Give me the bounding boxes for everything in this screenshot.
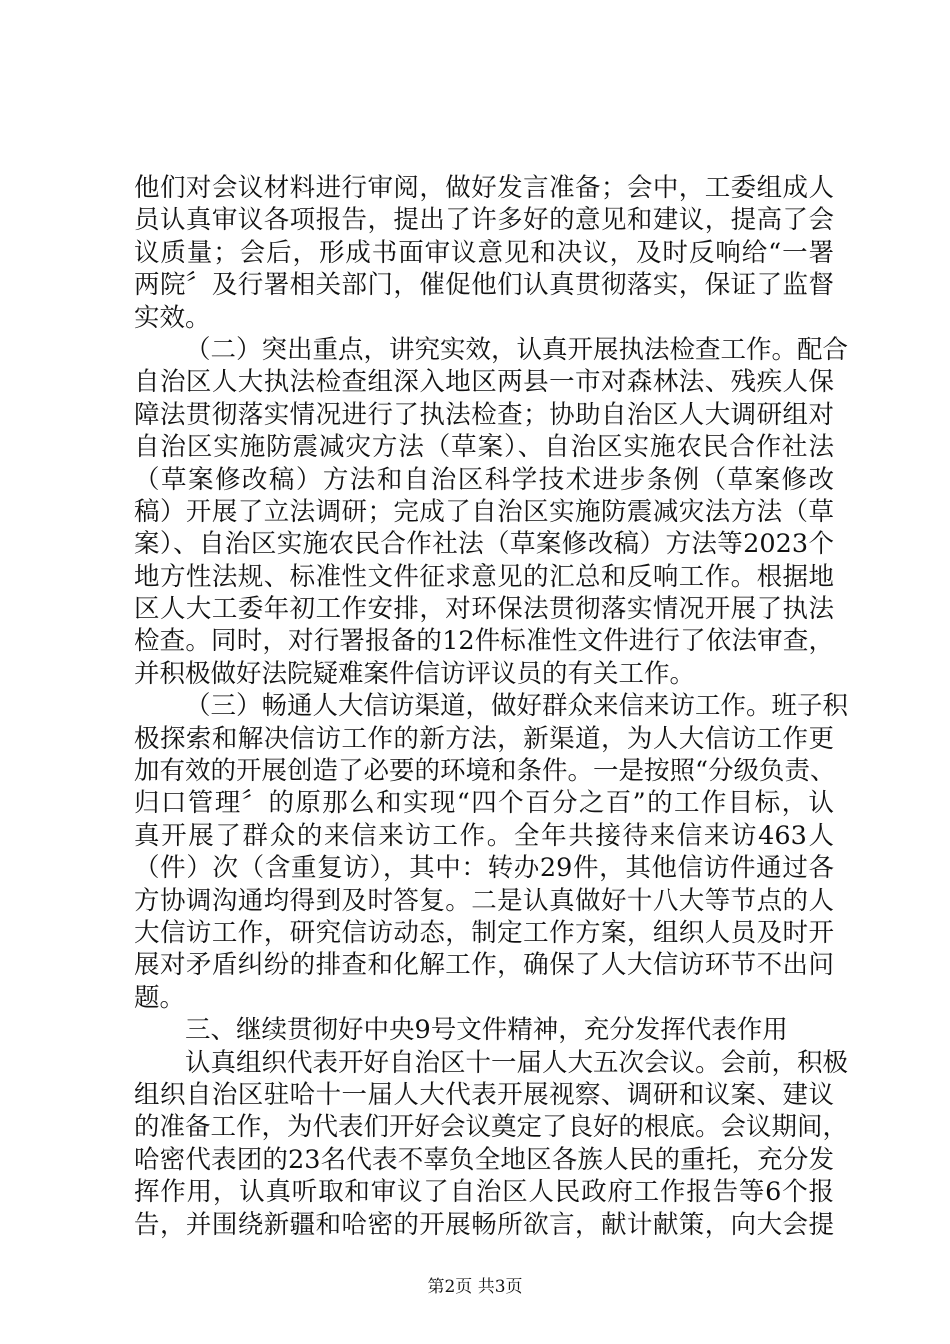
text-line: 两院〞及行署相关部门，催促他们认真贯彻落实，保证了监督 — [134, 270, 834, 301]
text-line: 障法贯彻落实情况进行了执法检查；协助自治区人大调研组对 — [134, 399, 834, 430]
text-line: 大信访工作，研究信访动态，制定工作方案，组织人员及时开 — [134, 917, 834, 948]
paragraph-start-line: （三）畅通人大信访渠道，做好群众来信来访工作。班子积 — [185, 691, 849, 722]
text-line: 挥作用，认真听取和审议了自治区人民政府工作报告等6个报 — [134, 1177, 834, 1208]
text-line: 地方性法规、标准性文件征求意见的汇总和反响工作。根据地 — [134, 561, 834, 592]
text-line: 区人大工委年初工作安排，对环保法贯彻落实情况开展了执法 — [134, 594, 834, 625]
text-line: 题。 — [134, 982, 186, 1013]
page-number-label: 第2页 共3页 — [427, 1277, 523, 1297]
text-line: 告，并围绕新疆和哈密的开展畅所欲言，献计献策，向大会提 — [134, 1209, 834, 1240]
text-line: 自治区实施防震减灾方法（草案）、自治区实施农民合作社法 — [134, 432, 834, 463]
text-line: 哈密代表团的23名代表不辜负全地区各族人民的重托，充分发 — [134, 1144, 834, 1175]
text-line: 极探索和解决信访工作的新方法，新渠道，为人大信访工作更 — [134, 723, 834, 754]
text-line: 加有效的开展创造了必要的环境和条件。一是按照“分级负责、 — [134, 756, 836, 787]
text-line: 他们对会议材料进行审阅，做好发言准备；会中，工委组成人 — [134, 173, 834, 203]
text-line: 的准备工作，为代表们开好会议奠定了良好的根底。会议期间， — [134, 1112, 849, 1143]
text-line: 议质量；会后，形成书面审议意见和决议，及时反响给“一署 — [134, 237, 834, 268]
text-line: 并积极做好法院疑难案件信访评议员的有关工作。 — [134, 658, 696, 689]
text-line: 检查。同时，对行署报备的12件标准性文件进行了依法审查， — [134, 626, 834, 657]
text-line: 稿）开展了立法调研；完成了自治区实施防震减灾法方法（草 — [134, 496, 834, 527]
page-footer — [0, 1276, 950, 1298]
text-line: 方协调沟通均得到及时答复。二是认真做好十八大等节点的人 — [134, 885, 834, 916]
text-line: 员认真审议各项报告，提出了许多好的意见和建议，提高了会 — [134, 205, 834, 236]
text-line: （草案修改稿）方法和自治区科学技术进步条例（草案修改 — [134, 464, 834, 495]
paragraph-start-line: （二）突出重点，讲究实效，认真开展执法检查工作。配合 — [185, 334, 849, 365]
text-line: 展对矛盾纠纷的排查和化解工作，确保了人大信访环节不出问 — [134, 950, 834, 981]
text-line: 自治区人大执法检查组深入地区两县一市对森林法、残疾人保 — [134, 367, 834, 398]
section-heading: 三、继续贯彻好中央9号文件精神，充分发挥代表作用 — [185, 1015, 788, 1046]
document-body — [134, 172, 849, 1241]
paragraph-start-line: 认真组织代表开好自治区十一届人大五次会议。会前，积极 — [185, 1047, 849, 1078]
text-line: （件）次（含重复访），其中：转办29件，其他信访件通过各 — [134, 853, 834, 884]
text-line: 归口管理〞的原那么和实现“四个百分之百”的工作目标，认 — [134, 788, 834, 819]
text-line: 组织自治区驻哈十一届人大代表开展视察、调研和议案、建议 — [134, 1079, 834, 1110]
text-line: 真开展了群众的来信来访工作。全年共接待来信来访463人 — [134, 820, 834, 851]
text-line: 实效。 — [134, 302, 211, 333]
text-line: 案）、自治区实施农民合作社法（草案修改稿）方法等2023个 — [134, 529, 834, 560]
